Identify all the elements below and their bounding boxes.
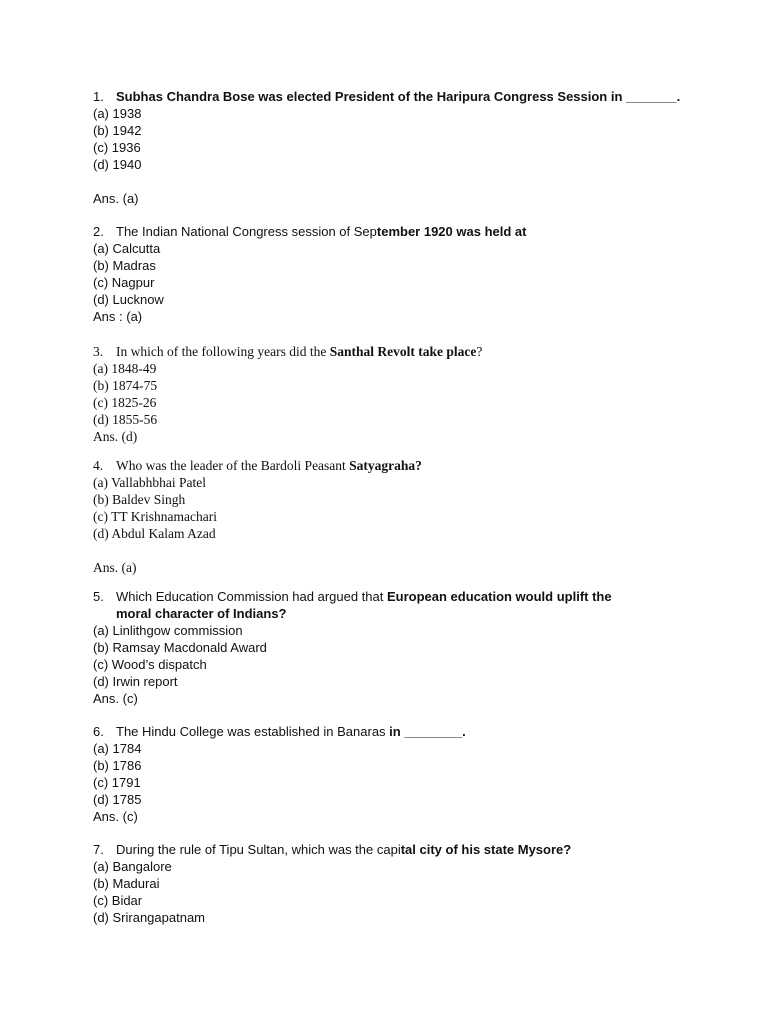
option-d: (d) 1940	[93, 157, 142, 172]
options-list	[93, 240, 693, 308]
question-stem	[93, 841, 693, 858]
option-a: (a) 1938	[93, 106, 142, 121]
option-d: (d) 1855-56	[93, 412, 158, 427]
answer: Ans. (a)	[93, 191, 139, 206]
option-d: (d) Abdul Kalam Azad	[93, 526, 216, 541]
option-d: (d) Srirangapatnam	[93, 910, 205, 925]
option-b: (b) Ramsay Macdonald Award	[93, 640, 267, 655]
question-2	[93, 223, 693, 325]
stem-bold: European education would uplift the moral character of Indians?	[116, 589, 612, 621]
stem-bold: Satyagraha?	[349, 458, 422, 473]
option-c: (c) 1936	[93, 140, 141, 155]
option-c: (c) 1825-26	[93, 395, 157, 410]
option-b: (b) Madras	[93, 258, 156, 273]
question-number: 4.	[93, 458, 104, 473]
question-stem	[93, 223, 693, 240]
question-4	[93, 457, 693, 576]
stem-plain: In which of the following years did the	[116, 344, 330, 359]
option-b: (b) 1874-75	[93, 378, 158, 393]
question-1	[93, 88, 693, 207]
options-list	[93, 105, 693, 173]
options-list	[93, 740, 693, 808]
stem-plain: Who was the leader of the Bardoli Peasant	[116, 458, 350, 473]
option-b: (b) Madurai	[93, 876, 160, 891]
answer: Ans. (d)	[93, 429, 138, 444]
question-stem	[93, 343, 693, 360]
answer: Ans : (a)	[93, 309, 143, 324]
option-c: (c) TT Krishnamachari	[93, 509, 217, 524]
answer: Ans. (c)	[93, 691, 138, 706]
options-list	[93, 360, 693, 428]
question-stem	[93, 88, 693, 105]
option-a: (a) Linlithgow commission	[93, 623, 243, 638]
stem-bold: Subhas Chandra Bose was elected President of the Haripura Congress Session in _______.	[116, 89, 681, 104]
stem-bold: tember 1920 was held at	[376, 224, 527, 239]
option-a: (a) Vallabhbhai Patel	[93, 475, 206, 490]
question-6	[93, 723, 693, 825]
stem-plain: During the rule of Tipu Sultan, which was the capi	[116, 842, 401, 857]
option-a: (a) 1848-49	[93, 361, 157, 376]
answer: Ans. (c)	[93, 809, 138, 824]
options-list	[93, 622, 693, 690]
option-d: (d) Irwin report	[93, 674, 178, 689]
question-stem	[93, 457, 693, 474]
question-stem	[93, 588, 693, 622]
option-c: (c) 1791	[93, 775, 141, 790]
stem-bold: tal city of his state Mysore?	[400, 842, 572, 857]
question-number: 3.	[93, 344, 104, 359]
option-b: (b) 1942	[93, 123, 142, 138]
option-d: (d) Lucknow	[93, 292, 164, 307]
option-a: (a) Calcutta	[93, 241, 161, 256]
stem-plain: The Indian National Congress session of Sep	[116, 224, 377, 239]
stem-plain: Which Education Commission had argued that	[116, 589, 387, 604]
question-number: 7.	[93, 842, 104, 857]
question-stem	[93, 723, 693, 740]
option-b: (b) 1786	[93, 758, 142, 773]
question-7	[93, 841, 693, 926]
option-b: (b) Baldev Singh	[93, 492, 186, 507]
stem-bold: in ________.	[389, 724, 466, 739]
answer: Ans. (a)	[93, 560, 137, 575]
stem-tail: ?	[476, 344, 483, 359]
question-number: 2.	[93, 224, 104, 239]
options-list	[93, 858, 693, 926]
question-number: 6.	[93, 724, 104, 739]
option-a: (a) 1784	[93, 741, 142, 756]
question-3	[93, 343, 693, 445]
option-c: (c) Wood’s dispatch	[93, 657, 207, 672]
stem-plain: The Hindu College was established in Banaras	[116, 724, 390, 739]
question-number: 1.	[93, 89, 104, 104]
stem-bold: Santhal Revolt take place	[329, 344, 477, 359]
option-c: (c) Bidar	[93, 893, 143, 908]
option-c: (c) Nagpur	[93, 275, 155, 290]
options-list	[93, 474, 693, 542]
option-d: (d) 1785	[93, 792, 142, 807]
question-5	[93, 588, 693, 707]
question-number: 5.	[93, 589, 104, 604]
option-a: (a) Bangalore	[93, 859, 172, 874]
